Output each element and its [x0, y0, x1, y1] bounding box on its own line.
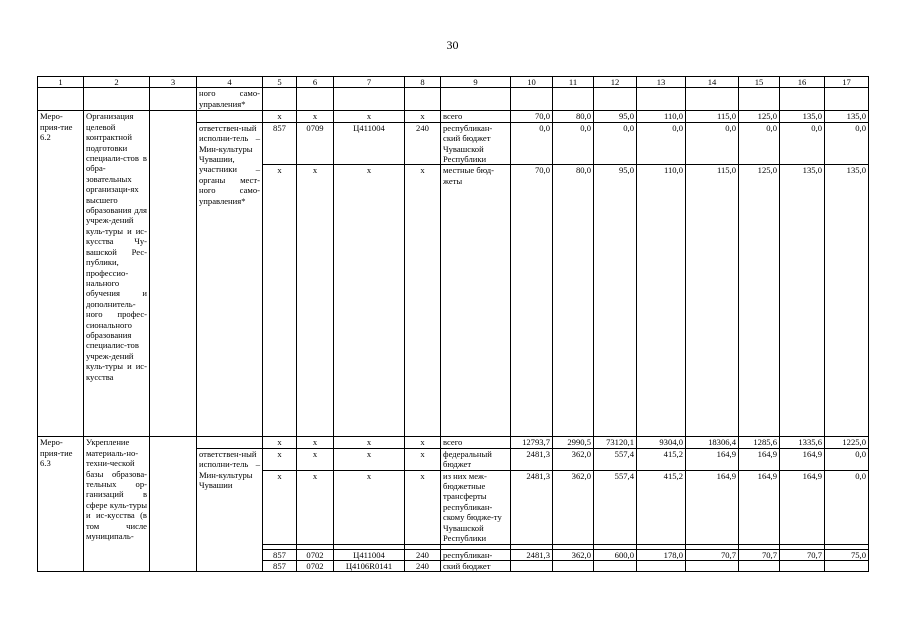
cell: 0,0 [553, 122, 594, 165]
cell: 95,0 [594, 165, 637, 437]
cell: 70,7 [780, 549, 825, 560]
budget-table [37, 76, 869, 572]
cell: 0709 [297, 122, 334, 165]
cell: х [297, 448, 334, 470]
cell: 164,9 [686, 470, 739, 544]
cell: Ц411004 [334, 122, 405, 165]
cell: 95,0 [594, 111, 637, 122]
cell: 857 [263, 122, 297, 165]
responsible-cell: ного само-управления* [197, 88, 263, 111]
responsible-cell: ответствен-ный исполни-тель – Мин-культуры Чувашии, участники – органы мест-ного само-управления* [197, 122, 263, 437]
measure-name: Укрепление материаль-но-техни-ческой базы образова-тельных ор-ганизаций в сфере куль-туры и ис-кусства (в том числе муниципаль- [84, 437, 150, 572]
cell: 70,0 [511, 111, 553, 122]
cell: 600,0 [594, 549, 637, 560]
cell: федеральный бюджет [441, 448, 511, 470]
cell: 1285,6 [739, 437, 780, 448]
cell: 415,2 [637, 470, 686, 544]
cell: х [405, 470, 441, 544]
header-cell: 5 [263, 77, 297, 88]
cell: 0,0 [594, 122, 637, 165]
cell: 2481,3 [511, 549, 553, 560]
cell: 0,0 [825, 470, 869, 544]
cell: 362,0 [553, 470, 594, 544]
measure-name: Организация целевой контрактной подготовки специали-стов в обра-зовательных организаци-ях высшего образования для учреж-дений куль-туры и ис-кусства Чу-вашской Рес-публики, профессио-нального обучения и дополнитель-ного профес-сионального образования специалис-тов учреж-дений куль-туры и ис-кусства [84, 111, 150, 437]
cell: 415,2 [637, 448, 686, 470]
cell: 557,4 [594, 470, 637, 544]
cell [511, 560, 553, 571]
cell: 0,0 [637, 122, 686, 165]
continuation-row [38, 88, 869, 111]
measure-code: Меро-прия-тие 6.3 [38, 437, 84, 572]
cell: х [263, 448, 297, 470]
cell: 164,9 [686, 448, 739, 470]
cell: 110,0 [637, 165, 686, 437]
cell: 115,0 [686, 111, 739, 122]
header-cell: 3 [150, 77, 197, 88]
cell: х [405, 111, 441, 122]
cell: 12793,7 [511, 437, 553, 448]
cell: 80,0 [553, 165, 594, 437]
cell: 857 [263, 549, 297, 560]
header-cell: 8 [405, 77, 441, 88]
cell: х [297, 470, 334, 544]
header-cell: 7 [334, 77, 405, 88]
header-cell: 4 [197, 77, 263, 88]
header-cell: 6 [297, 77, 334, 88]
header-cell: 16 [780, 77, 825, 88]
header-row [38, 77, 869, 88]
cell: 70,0 [511, 165, 553, 437]
header-cell: 10 [511, 77, 553, 88]
cell: 0702 [297, 560, 334, 571]
cell: х [405, 165, 441, 437]
cell: Ц411004 [334, 549, 405, 560]
cell: всего [441, 111, 511, 122]
cell: 2481,3 [511, 470, 553, 544]
cell: х [334, 470, 405, 544]
cell [739, 560, 780, 571]
cell: х [405, 448, 441, 470]
cell: х [263, 470, 297, 544]
cell: 164,9 [780, 470, 825, 544]
cell: 80,0 [553, 111, 594, 122]
header-cell: 2 [84, 77, 150, 88]
cell: х [297, 165, 334, 437]
cell: 110,0 [637, 111, 686, 122]
cell: республикан- [441, 549, 511, 560]
cell: 135,0 [780, 165, 825, 437]
cell [825, 560, 869, 571]
cell: 164,9 [739, 470, 780, 544]
cell: 70,7 [686, 549, 739, 560]
cell: всего [441, 437, 511, 448]
cell: 1335,6 [780, 437, 825, 448]
cell: 164,9 [739, 448, 780, 470]
header-cell: 1 [38, 77, 84, 88]
cell: 362,0 [553, 448, 594, 470]
cell: 240 [405, 560, 441, 571]
cell: х [263, 165, 297, 437]
header-cell: 9 [441, 77, 511, 88]
cell: 164,9 [780, 448, 825, 470]
cell: 1225,0 [825, 437, 869, 448]
cell: 125,0 [739, 165, 780, 437]
cell: 125,0 [739, 111, 780, 122]
cell: 2481,3 [511, 448, 553, 470]
cell: 0,0 [825, 122, 869, 165]
cell: 362,0 [553, 549, 594, 560]
cell [594, 560, 637, 571]
cell: Ц4106R0141 [334, 560, 405, 571]
cell: 135,0 [825, 165, 869, 437]
measure-code: Меро-прия-тие 6.2 [38, 111, 84, 437]
header-cell: 12 [594, 77, 637, 88]
responsible-cell: ответствен-ный исполни-тель – Мин-культуры Чувашии [197, 448, 263, 571]
cell: х [405, 437, 441, 448]
cell: 9304,0 [637, 437, 686, 448]
cell: 0,0 [739, 122, 780, 165]
cell: 557,4 [594, 448, 637, 470]
empty-cell [197, 437, 263, 448]
cell: 70,7 [739, 549, 780, 560]
cell: 178,0 [637, 549, 686, 560]
header-cell: 13 [637, 77, 686, 88]
cell: местные бюд-жеты [441, 165, 511, 437]
cell: х [297, 111, 334, 122]
cell [780, 560, 825, 571]
cell [637, 560, 686, 571]
cell: из них меж-бюджетные трансферты республикан-скому бюдже-ту Чувашской Республики [441, 470, 511, 544]
cell: 0,0 [511, 122, 553, 165]
cell: 2990,5 [553, 437, 594, 448]
cell: 0,0 [825, 448, 869, 470]
cell: х [297, 437, 334, 448]
cell: 115,0 [686, 165, 739, 437]
header-cell: 14 [686, 77, 739, 88]
cell [686, 560, 739, 571]
cell: 0,0 [780, 122, 825, 165]
cell: х [334, 437, 405, 448]
cell: х [334, 111, 405, 122]
page-number: 30 [446, 38, 459, 52]
cell: 240 [405, 122, 441, 165]
header-cell: 15 [739, 77, 780, 88]
empty-cell [197, 111, 263, 122]
cell [553, 560, 594, 571]
cell: 135,0 [780, 111, 825, 122]
table-row [38, 111, 869, 122]
header-cell: 11 [553, 77, 594, 88]
table-row [38, 437, 869, 448]
cell: 0702 [297, 549, 334, 560]
cell: 73120,1 [594, 437, 637, 448]
cell: х [263, 437, 297, 448]
cell: 135,0 [825, 111, 869, 122]
cell: 857 [263, 560, 297, 571]
cell: х [334, 165, 405, 437]
cell: х [263, 111, 297, 122]
cell: республикан-ский бюджет Чувашской Республики [441, 122, 511, 165]
cell: 0,0 [686, 122, 739, 165]
cell: х [334, 448, 405, 470]
header-cell: 17 [825, 77, 869, 88]
cell: ский бюджет [441, 560, 511, 571]
cell: 18306,4 [686, 437, 739, 448]
cell: 240 [405, 549, 441, 560]
cell: 75,0 [825, 549, 869, 560]
